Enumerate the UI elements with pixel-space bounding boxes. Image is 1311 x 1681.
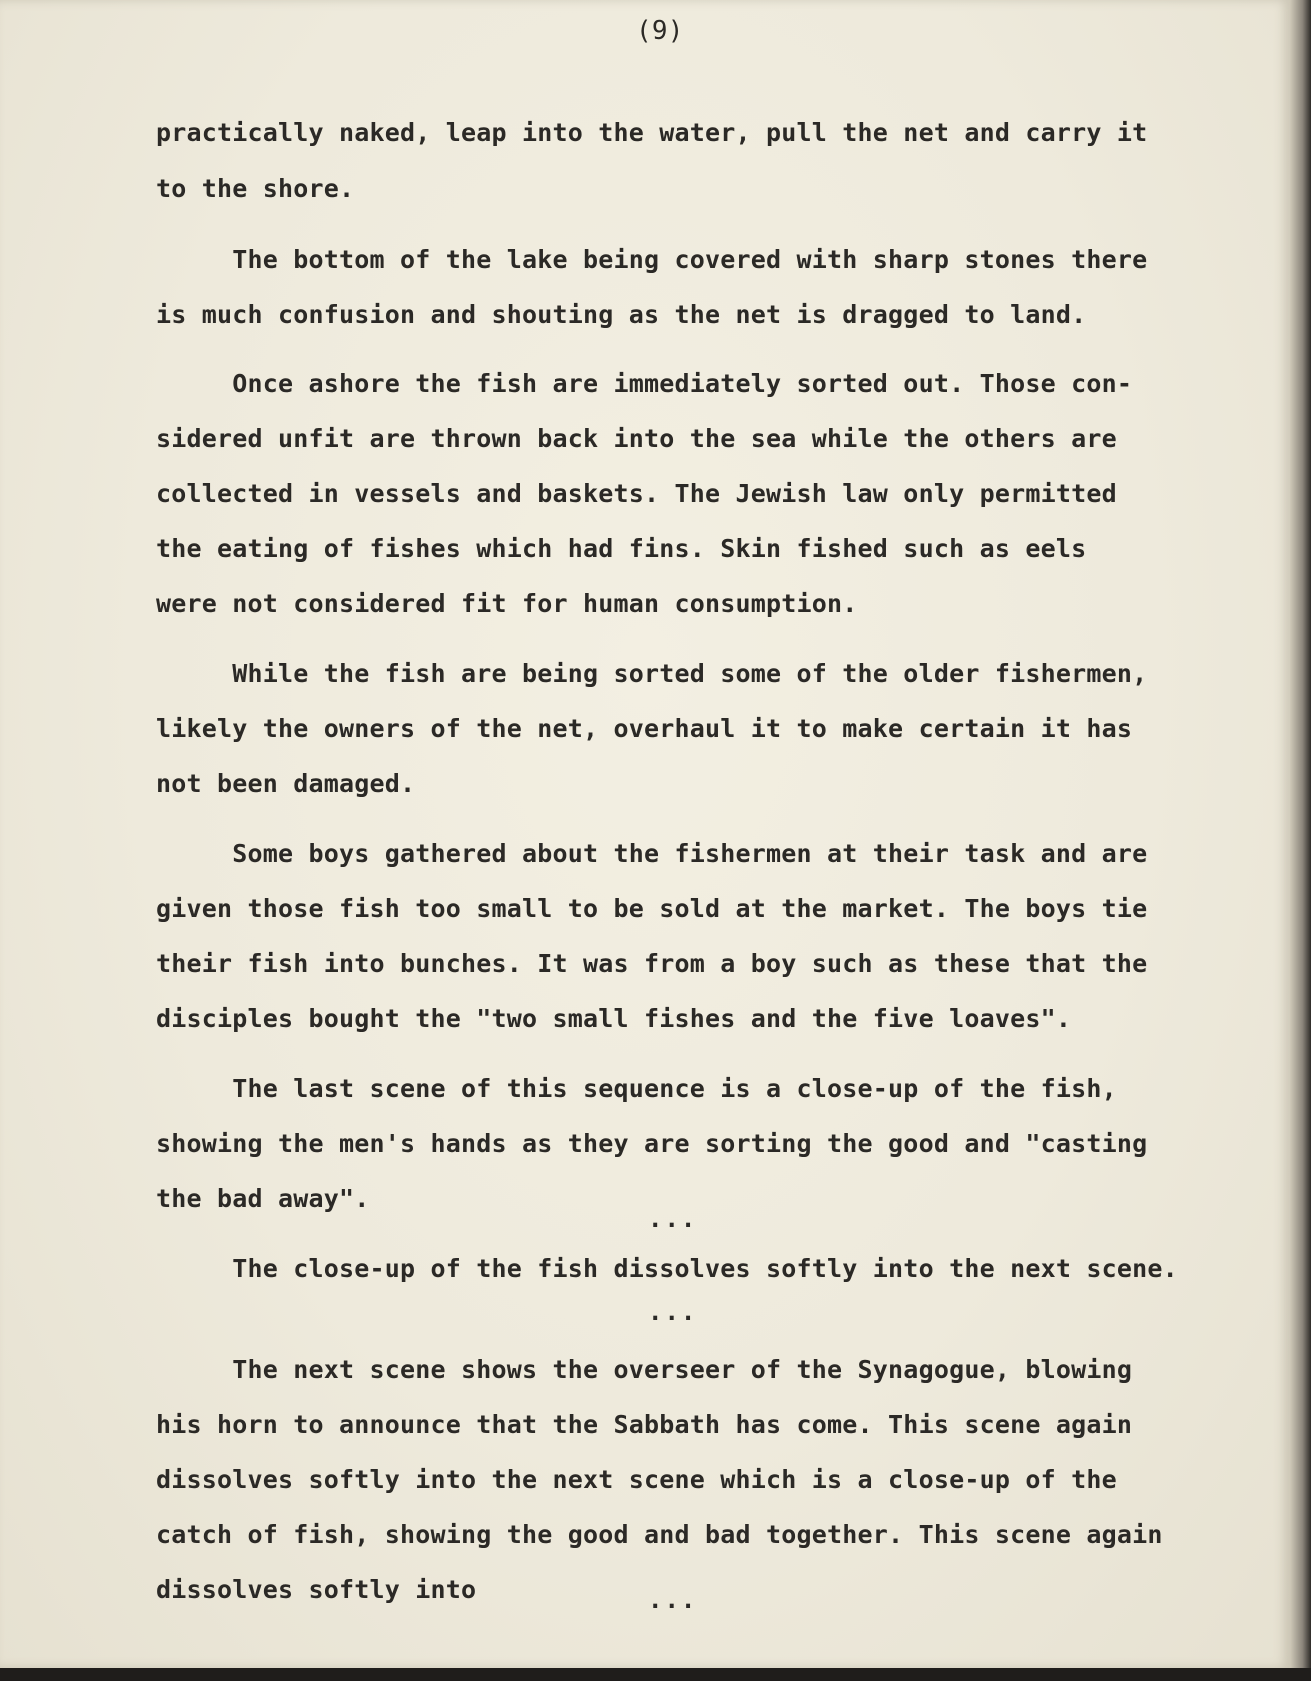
paragraph-7-line-1: The close-up of the fish dissolves softly into the next scene. [156, 1254, 1178, 1283]
paragraph-8-line-5: dissolves softly into [156, 1575, 477, 1604]
paragraph-1-line-2: to the shore. [156, 174, 355, 203]
paragraph-2-line-2: is much confusion and shouting as the net is dragged to land. [156, 300, 1087, 329]
paragraph-4-line-1: While the fish are being sorted some of the older fishermen, [156, 659, 1148, 688]
paragraph-6-line-3: the bad away". [156, 1184, 370, 1213]
paragraph-8-line-2: his horn to announce that the Sabbath has come. This scene again [156, 1410, 1133, 1439]
paragraph-4-line-3: not been damaged. [156, 769, 416, 798]
paragraph-5-line-3: their fish into bunches. It was from a boy such as these that the [156, 949, 1148, 978]
paragraph-8-line-1: The next scene shows the overseer of the Synagogue, blowing [156, 1355, 1133, 1384]
scan-edge-shadow [1290, 0, 1311, 1681]
paragraph-6-line-1: The last scene of this sequence is a close-up of the fish, [156, 1074, 1117, 1103]
paragraph-4-line-2: likely the owners of the net, overhaul it to make certain it has [156, 714, 1133, 743]
paragraph-3-line-4: the eating of fishes which had fins. Skin fished such as eels [156, 534, 1087, 563]
scene-separator-2: ... [648, 1298, 698, 1326]
paragraph-3-line-2: sidered unfit are thrown back into the sea while the others are [156, 424, 1117, 453]
scene-separator-1: ... [648, 1205, 698, 1233]
page-number: (9) [636, 16, 684, 46]
scan-bottom-border [0, 1668, 1311, 1681]
paragraph-5-line-1: Some boys gathered about the fishermen at their task and are [156, 839, 1148, 868]
paragraph-5-line-2: given those fish too small to be sold at the market. The boys tie [156, 894, 1148, 923]
paragraph-8-line-3: dissolves softly into the next scene which is a close-up of the [156, 1465, 1117, 1494]
paragraph-8-line-4: catch of fish, showing the good and bad together. This scene again [156, 1520, 1163, 1549]
scene-separator-3: ... [648, 1586, 698, 1614]
paragraph-1-line-1: practically naked, leap into the water, pull the net and carry it [156, 118, 1148, 147]
paragraph-6-line-2: showing the men's hands as they are sorting the good and "casting [156, 1129, 1148, 1158]
paragraph-5-line-4: disciples bought the "two small fishes and the five loaves". [156, 1004, 1072, 1033]
paragraph-2-line-1: The bottom of the lake being covered with sharp stones there [156, 245, 1148, 274]
paragraph-3-line-1: Once ashore the fish are immediately sorted out. Those con- [156, 369, 1133, 398]
paragraph-3-line-3: collected in vessels and baskets. The Jewish law only permitted [156, 479, 1117, 508]
paragraph-3-line-5: were not considered fit for human consumption. [156, 589, 858, 618]
